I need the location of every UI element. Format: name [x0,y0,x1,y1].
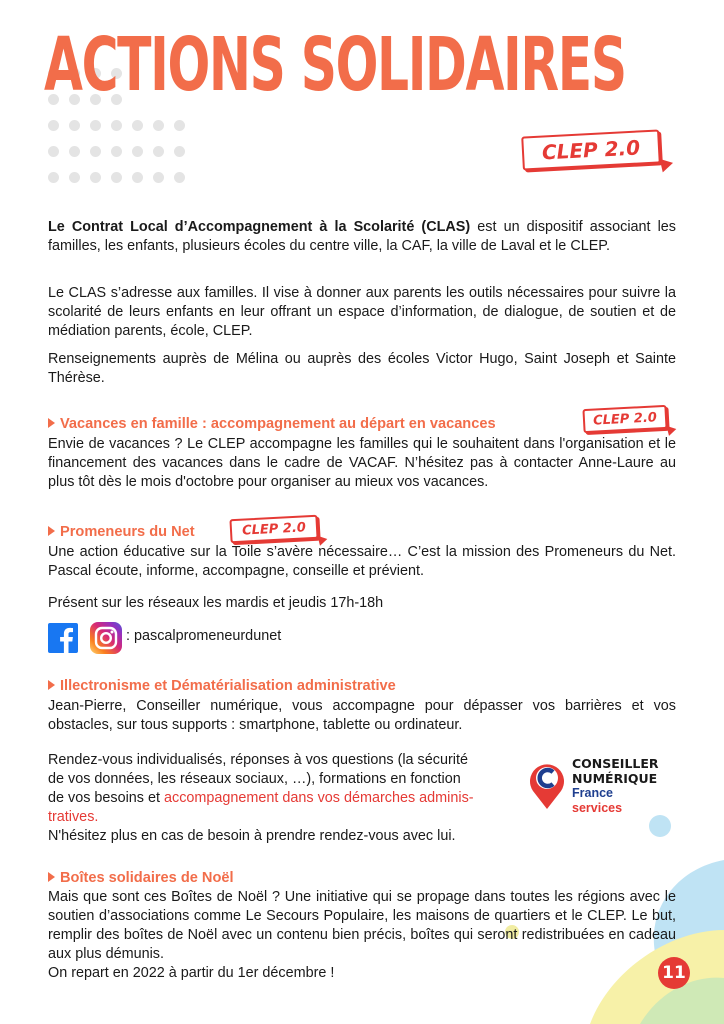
instagram-icon[interactable] [90,622,122,654]
cursor-icon [655,154,673,172]
decorative-dot [90,120,101,131]
triangle-bullet-icon [48,526,55,536]
clep-badge-label: CLEP 2.0 [241,519,307,539]
clas-name: Le Contrat Local d’Accompagnement à la Scolarité (CLAS) [48,219,471,235]
section-heading-boites [48,870,234,886]
section-heading-promeneurs-text: Promeneurs du Net [60,524,195,540]
boites-text: Mais que sont ces Boîtes de Noël ? Une initiative qui se propage dans toutes les régions avec le soutien d’associations comme Le Secours Populaire, les maisons de quartiers et le CLEP. Le but, remplir des boîtes de Noël avec un contenu bien précis, boîtes qui seront redistribuées en cadeau aux plus démunis. [48,889,676,962]
section-heading-promeneurs [48,524,195,540]
decorative-dot [48,146,59,157]
illectronisme-line-1: Rendez-vous individualisés, réponses à vos questions (la sécurité [48,752,468,768]
facebook-icon[interactable] [48,623,78,653]
decorative-dot [153,146,164,157]
decorative-dot [69,120,80,131]
logo-line-3: France [572,786,613,800]
decorative-dot [111,146,122,157]
triangle-bullet-icon [48,680,55,690]
triangle-bullet-icon [48,872,55,882]
clep-badge [521,129,661,170]
logo-line-1: CONSEILLER [572,756,659,771]
clep-badge-label: CLEP 2.0 [541,135,641,165]
section-heading-vacances-text: Vacances en famille : accompagnement au départ en vacances [60,416,496,432]
clep-badge-vacances [582,405,667,433]
clep-badge-label: CLEP 2.0 [592,409,658,429]
decorative-dot [153,172,164,183]
conseiller-numerique-logo-icon [528,758,566,810]
logo-line-4: services [572,801,623,815]
decorative-dot [69,146,80,157]
decorative-dot [153,120,164,131]
page-title: ACTIONS SOLIDAIRES [44,22,626,108]
decorative-dot [111,172,122,183]
triangle-bullet-icon [48,418,55,428]
decorative-dot [48,120,59,131]
instagram-handle: : pascalpromeneurdunet [126,628,282,644]
cursor-icon [663,422,676,435]
promeneurs-text: Une action éducative sur la Toile s’avère nécessaire… C’est la mission des Promeneurs du Net. Pascal écoute, informe, accompagne, conseille et prévient. [48,544,676,579]
illectronisme-text-3: N'hésitez plus en cas de besoin à prendre rendez-vous avec lui. [48,828,456,844]
intro-paragraph-1-text: est un dispositif associant les familles, les enfants, plusieurs écoles du centre ville, la CAF, la ville de Laval et le CLEP. [48,219,676,254]
section-heading-vacances [48,416,496,432]
section-heading-illectronisme [48,678,396,694]
decorative-dot [132,146,143,157]
intro-paragraph-1 [48,218,676,256]
illectronisme-highlight-end: tratives. [48,809,99,825]
section-heading-boites-text: Boîtes solidaires de Noël [60,870,234,886]
page-number: 11 [658,957,690,989]
decorative-dot [111,120,122,131]
intro-paragraph-3: Renseignements auprès de Mélina ou auprès des écoles Victor Hugo, Saint Joseph et Sainte Thérèse. [48,351,676,386]
decorative-dot [132,172,143,183]
decorative-dot [174,146,185,157]
decorative-dot [174,120,185,131]
intro-paragraph-2: Le CLAS s’adresse aux familles. Il vise à donner aux parents les outils nécessaires pour suivre la scolarité de leurs enfants en leur offrant un espace d’information, de dialogue, de soutien et de médiation parents, école, CLEP. [48,285,676,339]
section-heading-illectronisme-text: Illectronisme et Dématérialisation administrative [60,678,396,694]
clep-badge-promeneurs [229,515,318,544]
conseiller-numerique-logo-text [572,756,659,816]
illectronisme-line-3: de vos besoins et [48,790,164,806]
vacances-text: Envie de vacances ? Le CLEP accompagne les familles qui le souhaitent dans l'organisation et le financement des vacances dans le cadre de VACAF. N’hésitez pas à contacter Anne-Laure au plus tôt dès le mois d'octobre pour organiser au mieux vos vacances. [48,436,676,490]
boites-closing: On repart en 2022 à partir du 1er décembre ! [48,965,335,981]
decorative-dot [48,172,59,183]
decorative-dot [90,146,101,157]
promeneurs-schedule: Présent sur les réseaux les mardis et jeudis 17h-18h [48,595,384,611]
illectronisme-text-1: Jean-Pierre, Conseiller numérique, vous accompagne pour dépasser vos barrières et vos obstacles, sur tous supports : smartphone, tablette ou ordinateur. [48,698,676,733]
decorative-dot [132,120,143,131]
decorative-dot [90,172,101,183]
illectronisme-highlight: accompagnement dans vos démarches adminis- [164,790,474,806]
decorative-dot [69,172,80,183]
logo-line-2: NUMÉRIQUE [572,771,658,786]
illectronisme-text-2 [48,751,518,827]
illectronisme-line-2: de vos données, les réseaux sociaux, …), formations en fonction [48,771,461,787]
decorative-dot [174,172,185,183]
